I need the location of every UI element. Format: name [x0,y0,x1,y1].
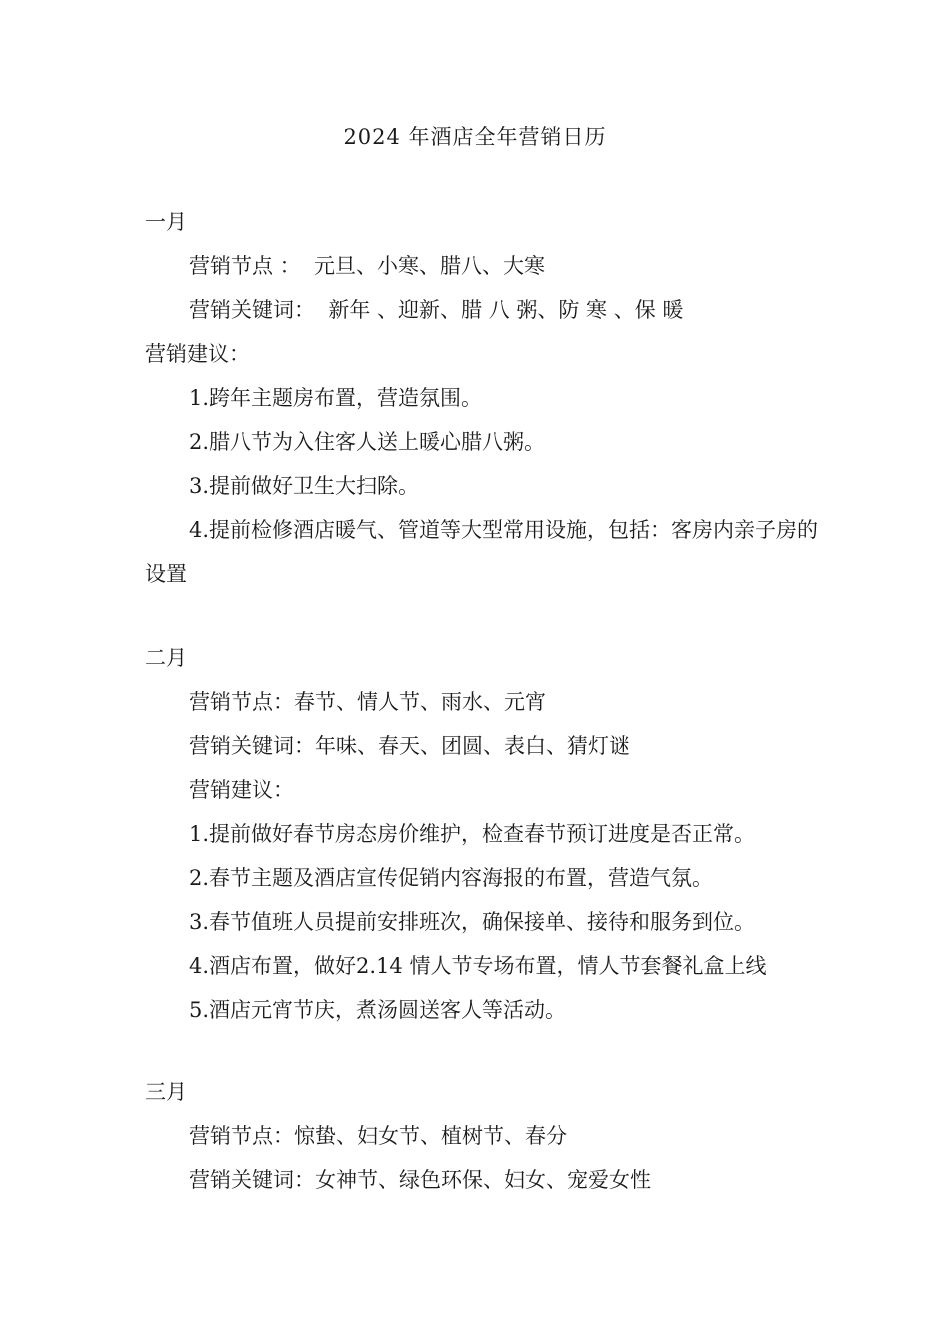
suggestion-item: 2.春节主题及酒店宣传促销内容海报的布置，营造气氛。 [189,866,714,890]
marketing-nodes: 营销节点：春节、情人节、雨水、元宵 [189,690,546,714]
marketing-keywords: 营销关键词：女神节、绿色环保、妇女、宠爱女性 [189,1168,651,1192]
suggestion-label: 营销建议： [145,342,250,366]
suggestion-item: 1.跨年主题房布置，营造氛围。 [189,386,483,410]
marketing-keywords: 营销关键词：年味、春天、团圆、表白、猜灯谜 [189,734,630,758]
suggestion-item: 3.提前做好卫生大扫除。 [189,474,420,498]
month-heading: 三月 [145,1080,187,1104]
page-title: 2024 年酒店全年营销日历 [343,125,607,149]
marketing-keywords: 营销关键词： 新年 、迎新、腊 八 粥、防 寒 、保 暖 [189,298,684,322]
suggestion-item: 3.春节值班人员提前安排班次，确保接单、接待和服务到位。 [189,910,756,934]
month-heading: 一月 [145,210,187,234]
suggestion-item: 4.提前检修酒店暖气、管道等大型常用设施，包括：客房内亲子房的设置 [145,518,819,586]
section-january [145,200,825,596]
marketing-nodes: 营销节点：惊蛰、妇女节、植树节、春分 [189,1124,567,1148]
suggestion-item: 5.酒店元宵节庆，煮汤圆送客人等活动。 [189,998,567,1022]
suggestion-label: 营销建议： [189,778,294,802]
marketing-nodes: 营销节点 ： 元旦、小寒、腊八、大寒 [189,254,546,278]
month-heading: 二月 [145,646,187,670]
suggestion-item: 2.腊八节为入住客人送上暖心腊八粥。 [189,430,546,454]
suggestion-item: 4.酒店布置，做好2.14 情人节专场布置，情人节套餐礼盒上线 [189,954,767,978]
section-february [145,636,825,1032]
suggestion-item: 1.提前做好春节房态房价维护，检查春节预订进度是否正常。 [189,822,756,846]
section-march [145,1070,825,1202]
